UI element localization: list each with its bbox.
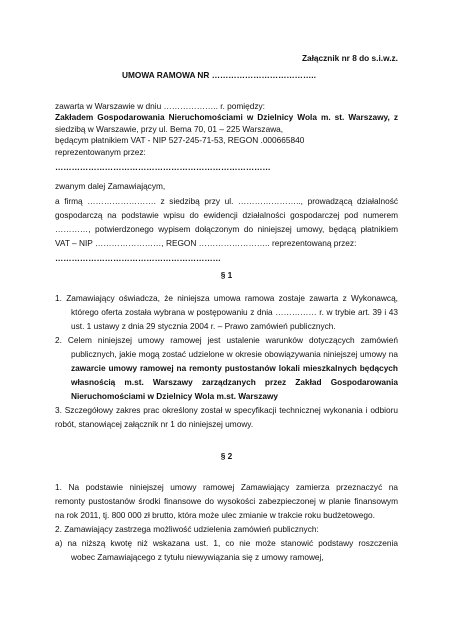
paragraph-line: Nieruchomościami w Dzielnicy Wola m.st. Warszawy [71, 391, 279, 401]
dotted-placeholder: …………………………………………………………………… [55, 162, 271, 172]
paragraph-line: 3. Szczegółowy zakres prac określony został w specyfikacji technicznej wykonania i odbioru [55, 405, 398, 415]
attachment-label: Załącznik nr 8 do s.i.w.z. [301, 53, 398, 63]
intro-line: a firmą ……………………. z siedzibą przy ul. ………………….., prowadzącą działalność [55, 196, 398, 206]
intro-line: zwanym dalej Zamawiającym, [55, 181, 166, 191]
dotted-placeholder: …………………………………………………… [55, 253, 221, 263]
paragraph-line: remonty pustostanów środki finansowe do wysokości zabezpieczonej w planie finansowym [55, 496, 398, 506]
intro-line: …………, potwierdzonego wypisem dołączonym do niniejszej umowy, będącą płatnikiem [55, 224, 398, 234]
intro-line: reprezentowanym przez: [55, 147, 146, 157]
paragraph-line: 2. Zamawiający zastrzega możliwość udzielenia zamówień publicznych: [55, 524, 319, 534]
paragraph-line: publicznych, jakie mogą zostać udzielone w okresie obowiązywania niniejszej umowy na [71, 349, 398, 359]
paragraph-line: na rok 2011, tj. 800 000 zł brutto, która może ulec zmianie w trakcie roku budżetowego. [55, 510, 375, 520]
paragraph-line: a) na niższą kwotę niż wskazana ust. 1, co nie może stanowić podstawy roszczenia [55, 538, 398, 548]
section-2-heading: § 2 [220, 451, 233, 461]
paragraph-line: którego oferta została wybrana w postępowaniu z dnia …………… r. w trybie art. 39 i 43 [71, 307, 398, 317]
party-name-line: Zakładem Gospodarowania Nieruchomościami w Dzielnicy Wola m. st. Warszawy, z [55, 112, 398, 122]
paragraph-line: 1. Na podstawie niniejszej umowy ramowej Zamawiający zamierza przeznaczyć na [55, 482, 398, 492]
intro-line: VAT – NIP ……………………, REGON …………………….. reprezentowaną przez: [55, 238, 357, 248]
intro-line: zawarta w Warszawie w dniu ……………….. r. pomiędzy: [55, 101, 265, 111]
intro-line: będącym płatnikiem VAT - NIP 527-245-71-53, REGON .000665840 [55, 135, 305, 145]
intro-line: gospodarczą na podstawie wpisu do ewidencji działalności gospodarczej pod numerem [55, 210, 398, 220]
paragraph-line: ust. 1 ustawy z dnia 29 stycznia 2004 r. – Prawo zamówień publicznych. [71, 321, 336, 331]
paragraph-line: własnością m.st. Warszawy zarządzanych przez Zakład Gospodarowania [71, 377, 398, 387]
paragraph-line: 1. Zamawiający oświadcza, że niniejsza umowa ramowa zostaje zawarta z Wykonawcą, [55, 293, 398, 303]
agreement-title: UMOWA RAMOWA NR ……………………………….. [122, 70, 316, 80]
intro-line: siedzibą w Warszawie, przy ul. Bema 70, 01 – 225 Warszawa, [55, 124, 284, 134]
paragraph-line: wobec Zamawiającego z tytułu niewywiązania się z umowy ramowej, [71, 552, 324, 562]
paragraph-line: robót, stanowiącej załącznik nr 1 do niniejszej umowy. [55, 419, 254, 429]
paragraph-line: 2. Celem niniejszej umowy ramowej jest ustalenie warunków dotyczących zamówień [55, 335, 398, 345]
paragraph-line: zawarcie umowy ramowej na remonty pustostanów lokali mieszkalnych będących [71, 363, 398, 373]
section-1-heading: § 1 [220, 270, 233, 280]
